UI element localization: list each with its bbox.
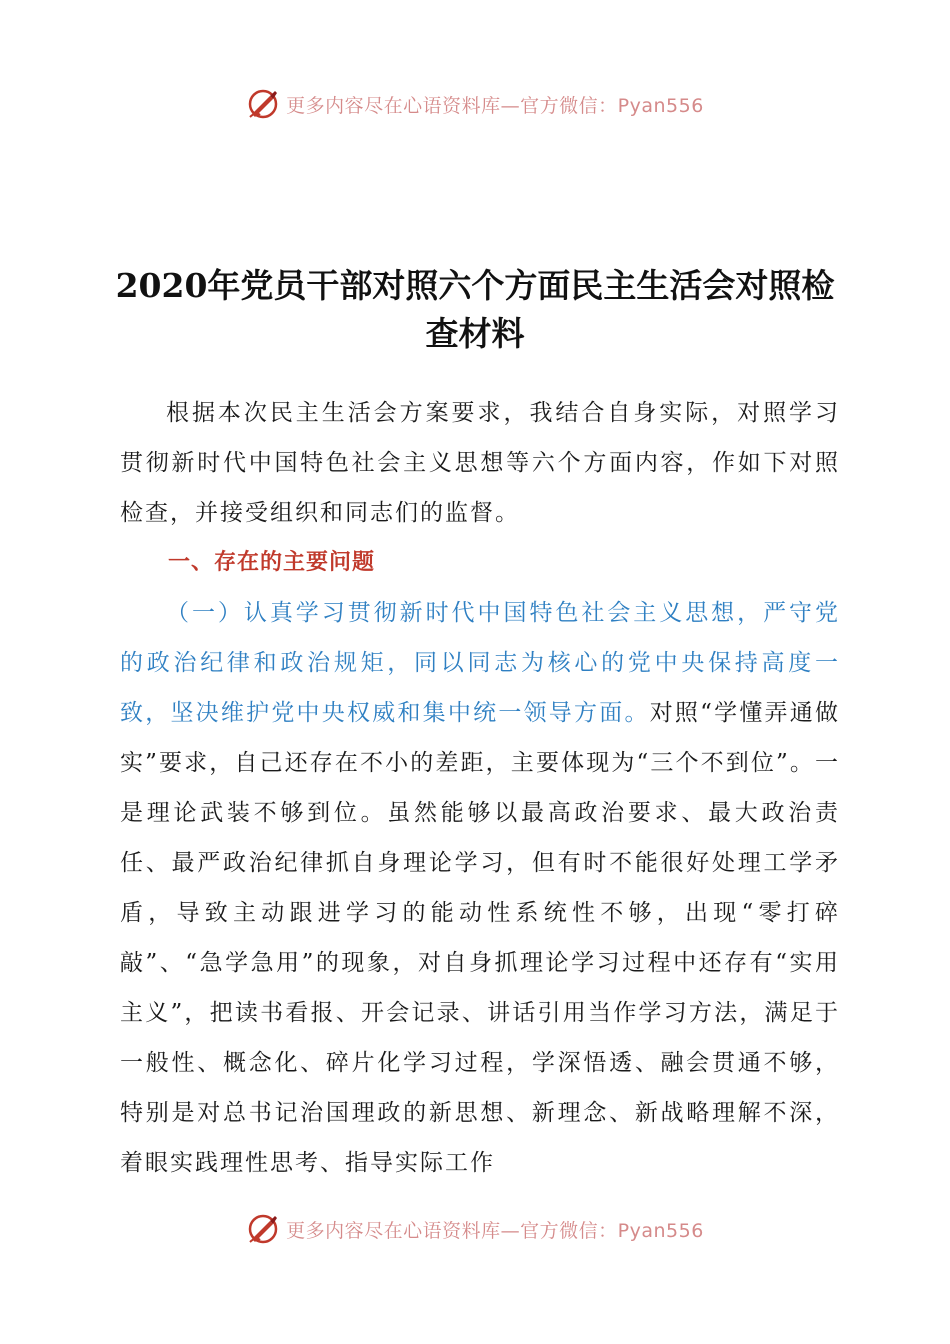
subsection-body: 对照“学懂弄通做实”要求，自己还存在不小的差距，主要体现为“三个不到位”。一是理论武装不够到位。虽然能够以最高政治要求、最大政治责任、最严政治纪律抓自身理论学习，但有时不能很好处理工学矛盾，导致主动跟进学习的能动性系统性不够，出现“零打碎敲”、“急学急用”的现象，对自身抓理论学习过程中还存有“实用主义”，把读书看报、开会记录、讲话引用当作学习方法，满足于一般性、概念化、碎片化学习过程，学深悟透、融会贯通不够，特别是对总书记治国理政的新思想、新理念、新战略理解不深，着眼实践理性思考、指导实际工作	[120, 700, 841, 1176]
intro-paragraph: 根据本次民主生活会方案要求，我结合自身实际，对照学习贯彻新时代中国特色社会主义思想等六个方面内容，作如下对照检查，并接受组织和同志们的监督。	[120, 400, 840, 526]
pen-circle-icon	[246, 87, 280, 121]
watermark-text: 更多内容尽在心语资料库—官方微信：Pyan556	[286, 94, 704, 117]
watermark-bottom	[0, 1209, 950, 1249]
document-title: 2020年党员干部对照六个方面民主生活会对照检查材料	[115, 266, 835, 353]
subsection-title: （一）认真学习贯彻新时代中国特色社会主义思想，严守党的政治纪律和政治规矩，同以同志为核心的党中央保持高度一致，坚决维护党中央权威和集中统一领导方面。	[120, 600, 840, 726]
watermark-top	[0, 84, 950, 124]
subsection-paragraph	[120, 588, 840, 1188]
pen-circle-icon	[246, 1212, 280, 1246]
watermark-text: 更多内容尽在心语资料库—官方微信：Pyan556	[286, 1219, 704, 1242]
section-heading: 一、存在的主要问题	[168, 550, 376, 575]
